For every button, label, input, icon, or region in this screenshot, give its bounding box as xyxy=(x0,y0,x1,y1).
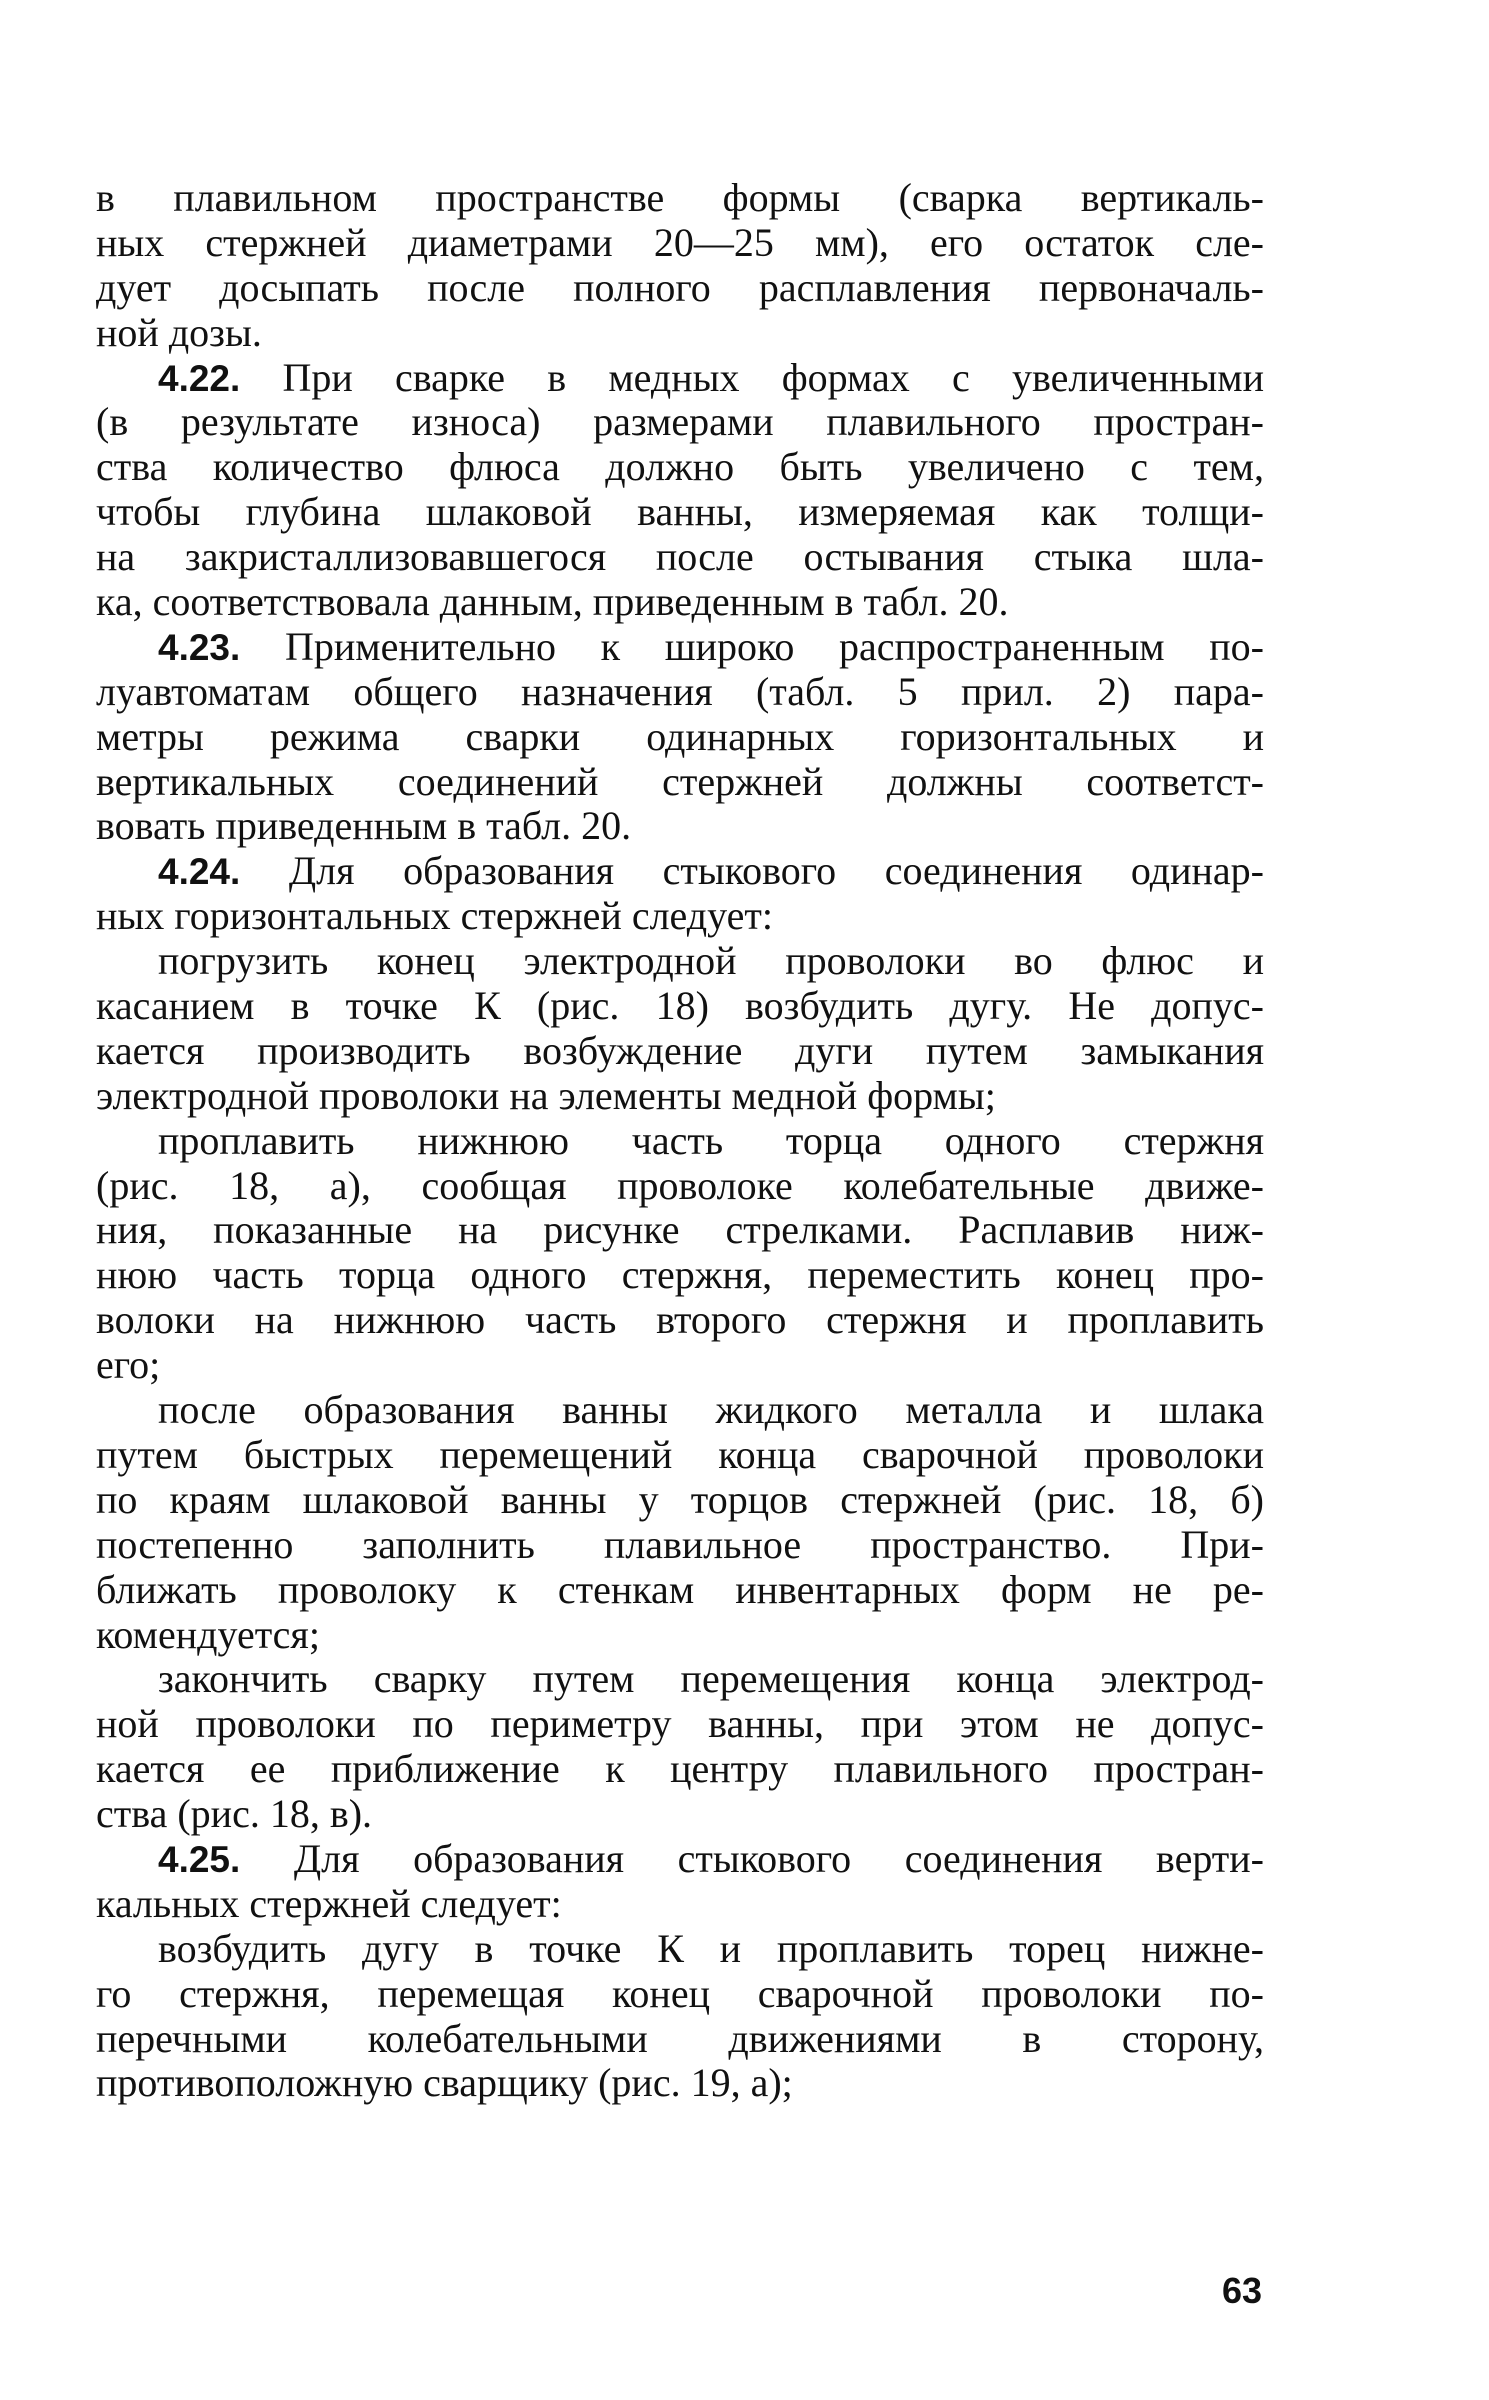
line-text: вовать приведенным в табл. 20. xyxy=(96,803,632,849)
line-text: перечными колебательными движениями в сторону, xyxy=(96,2015,1264,2061)
text-line xyxy=(96,176,1264,221)
line-text: Для образования стыкового соединения верти- xyxy=(240,1835,1264,1881)
text-line xyxy=(96,1253,1264,1298)
line-text: нюю часть торца одного стержня, переместить конец про- xyxy=(96,1252,1264,1298)
text-line xyxy=(96,894,1264,939)
page-number: 63 xyxy=(1222,2270,1263,2311)
text-line xyxy=(96,1523,1264,1568)
text-line xyxy=(96,804,1264,849)
line-text: ных стержней диаметрами 20—25 мм), его остаток сле- xyxy=(96,219,1264,265)
section-number: 4.22. xyxy=(158,357,241,399)
text-line xyxy=(96,715,1264,760)
line-text: погрузить конец электродной проволоки во флюс и xyxy=(158,938,1264,984)
line-text: кается производить возбуждение дуги путем замыкания xyxy=(96,1027,1264,1073)
text-line xyxy=(96,625,1264,670)
line-text: закончить сварку путем перемещения конца электрод- xyxy=(158,1656,1264,1702)
text-line xyxy=(96,1164,1264,1209)
text-line xyxy=(96,1972,1264,2017)
text-line xyxy=(96,356,1264,401)
line-text: постепенно заполнить плавильное пространство. При- xyxy=(96,1521,1264,1567)
text-line xyxy=(96,1657,1264,1702)
line-text: ближать проволоку к стенкам инвентарных форм не ре- xyxy=(96,1566,1264,1612)
line-text: ния, показанные на рисунке стрелками. Расплавив ниж- xyxy=(96,1207,1264,1253)
line-text: ной дозы. xyxy=(96,309,262,355)
text-line xyxy=(96,849,1264,894)
line-text: ной проволоки по периметру ванны, при этом не допус- xyxy=(96,1701,1264,1747)
text-line xyxy=(96,1613,1264,1658)
line-text: путем быстрых перемещений конца сварочной проволоки xyxy=(96,1431,1264,1477)
line-text: (рис. 18, а), сообщая проволоке колебательные движе- xyxy=(96,1162,1264,1208)
text-line xyxy=(96,266,1264,311)
section-number: 4.25. xyxy=(158,1838,241,1880)
line-text: вертикальных соединений стержней должны соответст- xyxy=(96,758,1264,804)
line-text: метры режима сварки одинарных горизонтальных и xyxy=(96,713,1264,759)
text-line xyxy=(96,760,1264,805)
text-line xyxy=(96,1074,1264,1119)
line-text: электродной проволоки на элементы медной формы; xyxy=(96,1072,996,1118)
text-line xyxy=(96,490,1264,535)
line-text: возбудить дугу в точке К и проплавить торец нижне- xyxy=(158,1925,1264,1971)
line-text: после образования ванны жидкого металла и шлака xyxy=(158,1387,1264,1433)
line-text: (в результате износа) размерами плавильного простран- xyxy=(96,399,1264,445)
line-text: противоположную сварщику (рис. 19, а); xyxy=(96,2060,793,2106)
text-line xyxy=(96,2061,1264,2106)
line-text: Применительно к широко распространенным по- xyxy=(240,623,1264,669)
text-line xyxy=(96,445,1264,490)
text-line xyxy=(96,1119,1264,1164)
text-line xyxy=(96,580,1264,625)
line-text: ства (рис. 18, в). xyxy=(96,1791,373,1837)
line-text: кается ее приближение к центру плавильного простран- xyxy=(96,1746,1264,1792)
line-text: луавтоматам общего назначения (табл. 5 прил. 2) пара- xyxy=(96,668,1264,714)
text-line xyxy=(96,1298,1264,1343)
line-text: проплавить нижнюю часть торца одного стержня xyxy=(158,1117,1264,1163)
line-text: ка, соответствовала данным, приведенным в табл. 20. xyxy=(96,579,1009,625)
text-line xyxy=(96,221,1264,266)
text-line xyxy=(96,400,1264,445)
line-text: комендуется; xyxy=(96,1611,320,1657)
section-number: 4.23. xyxy=(158,626,241,668)
text-line xyxy=(96,2017,1264,2062)
line-text: на закристаллизовавшегося после остывания стыка шла- xyxy=(96,534,1264,580)
text-line xyxy=(96,1343,1264,1388)
text-line xyxy=(96,1433,1264,1478)
line-text: в плавильном пространстве формы (сварка вертикаль- xyxy=(96,175,1264,220)
text-line xyxy=(96,1388,1264,1433)
text-line xyxy=(96,535,1264,580)
line-text: его; xyxy=(96,1342,161,1388)
text-line xyxy=(96,1702,1264,1747)
line-text: При сварке в медных формах с увеличенными xyxy=(240,354,1264,400)
line-text: кальных стержней следует: xyxy=(96,1880,562,1926)
line-text: волоки на нижнюю часть второго стержня и проплавить xyxy=(96,1297,1264,1343)
text-line xyxy=(96,1478,1264,1523)
body-text xyxy=(96,176,1264,2106)
text-line xyxy=(96,984,1264,1029)
text-line xyxy=(96,1837,1264,1882)
text-line xyxy=(96,1882,1264,1927)
line-text: касанием в точке К (рис. 18) возбудить дугу. Не допус- xyxy=(96,983,1264,1029)
text-line xyxy=(96,939,1264,984)
text-line xyxy=(96,1792,1264,1837)
line-text: ных горизонтальных стержней следует: xyxy=(96,893,773,939)
text-line xyxy=(96,1208,1264,1253)
line-text: го стержня, перемещая конец сварочной проволоки по- xyxy=(96,1970,1264,2016)
line-text: по краям шлаковой ванны у торцов стержней (рис. 18, б) xyxy=(96,1476,1264,1522)
text-line xyxy=(96,670,1264,715)
line-text: ства количество флюса должно быть увеличено с тем, xyxy=(96,444,1264,490)
section-number: 4.24. xyxy=(158,851,241,893)
text-line xyxy=(96,311,1264,356)
text-line xyxy=(96,1927,1264,1972)
text-line xyxy=(96,1029,1264,1074)
line-text: чтобы глубина шлаковой ванны, измеряемая как толщи- xyxy=(96,489,1264,535)
line-text: дует досыпать после полного расплавления первоначаль- xyxy=(96,264,1264,310)
text-line xyxy=(96,1568,1264,1613)
line-text: Для образования стыкового соединения одинар- xyxy=(240,848,1264,894)
text-line xyxy=(96,1747,1264,1792)
